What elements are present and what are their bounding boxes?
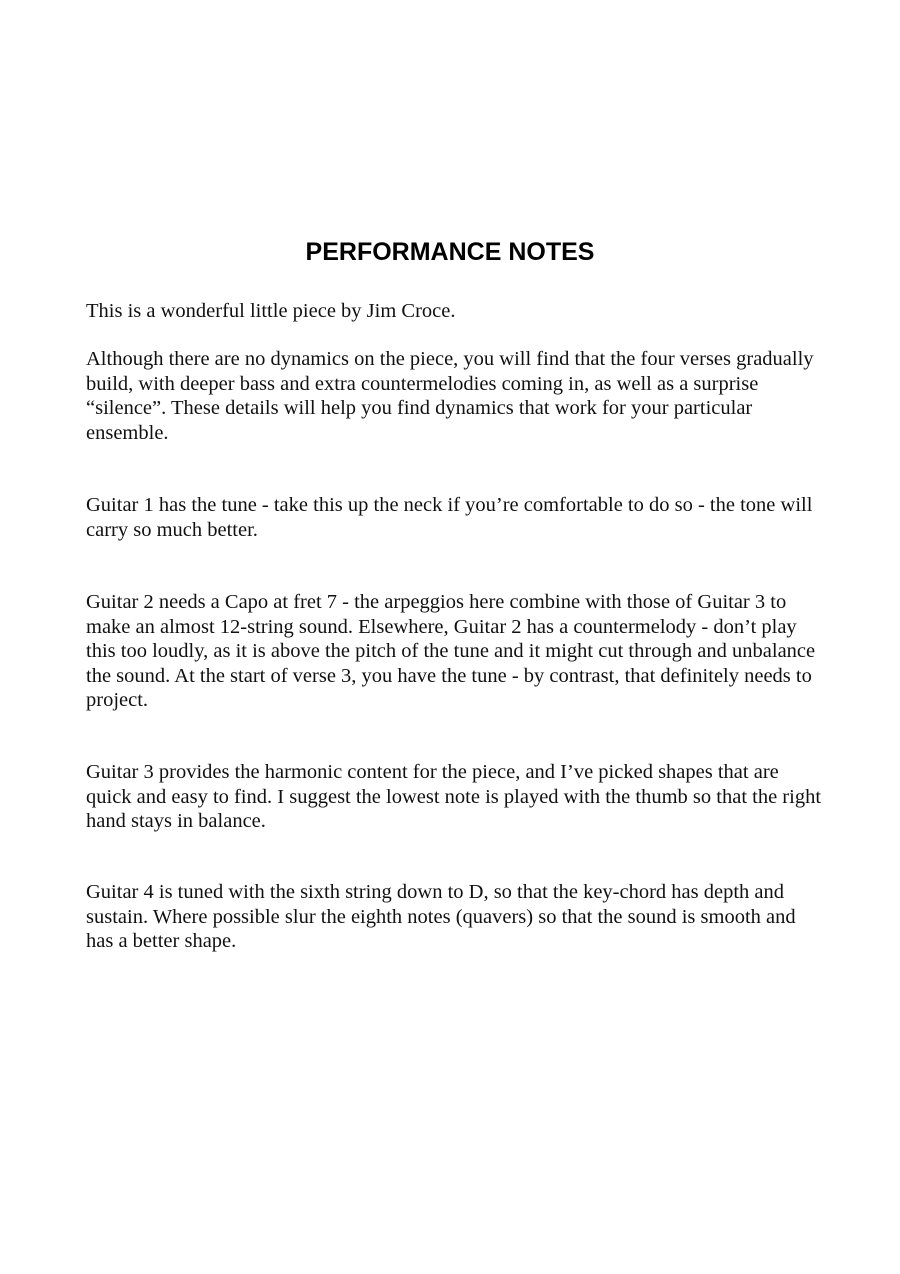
paragraph-dynamics: Although there are no dynamics on the piece, you will find that the four verses gradually build, with deeper bass and extra countermelodies coming in, as well as a surprise “silence”. These details will help you find dynamics that work for your particular ensemble. [86,348,814,444]
paragraph-guitar-2: Guitar 2 needs a Capo at fret 7 - the arpeggios here combine with those of Guitar 3 to make an almost 12-string sound. Elsewhere, Guitar 2 has a countermelody - don’t play this too loudly, as it is above the pitch of the tune and it might cut through and unbalance the sound. At the start of verse 3, you have the tune - by contrast, that definitely needs to project. [86,591,816,711]
paragraph-intro: This is a wonderful little piece by Jim Croce. [86,300,456,322]
paragraph-guitar-1: Guitar 1 has the tune - take this up the neck if you’re comfortable to do so - the tone will carry so much better. [86,494,813,541]
page-title: PERFORMANCE NOTES [305,238,595,266]
paragraph-guitar-3: Guitar 3 provides the harmonic content for the piece, and I’ve picked shapes that are quick and easy to find. I suggest the lowest note is played with the thumb so that the right hand stays in balance. [86,761,822,832]
paragraph-guitar-4: Guitar 4 is tuned with the sixth string down to D, so that the key-chord has depth and sustain. Where possible slur the eighth notes (quavers) so that the sound is smooth and has a better shape. [86,881,796,952]
